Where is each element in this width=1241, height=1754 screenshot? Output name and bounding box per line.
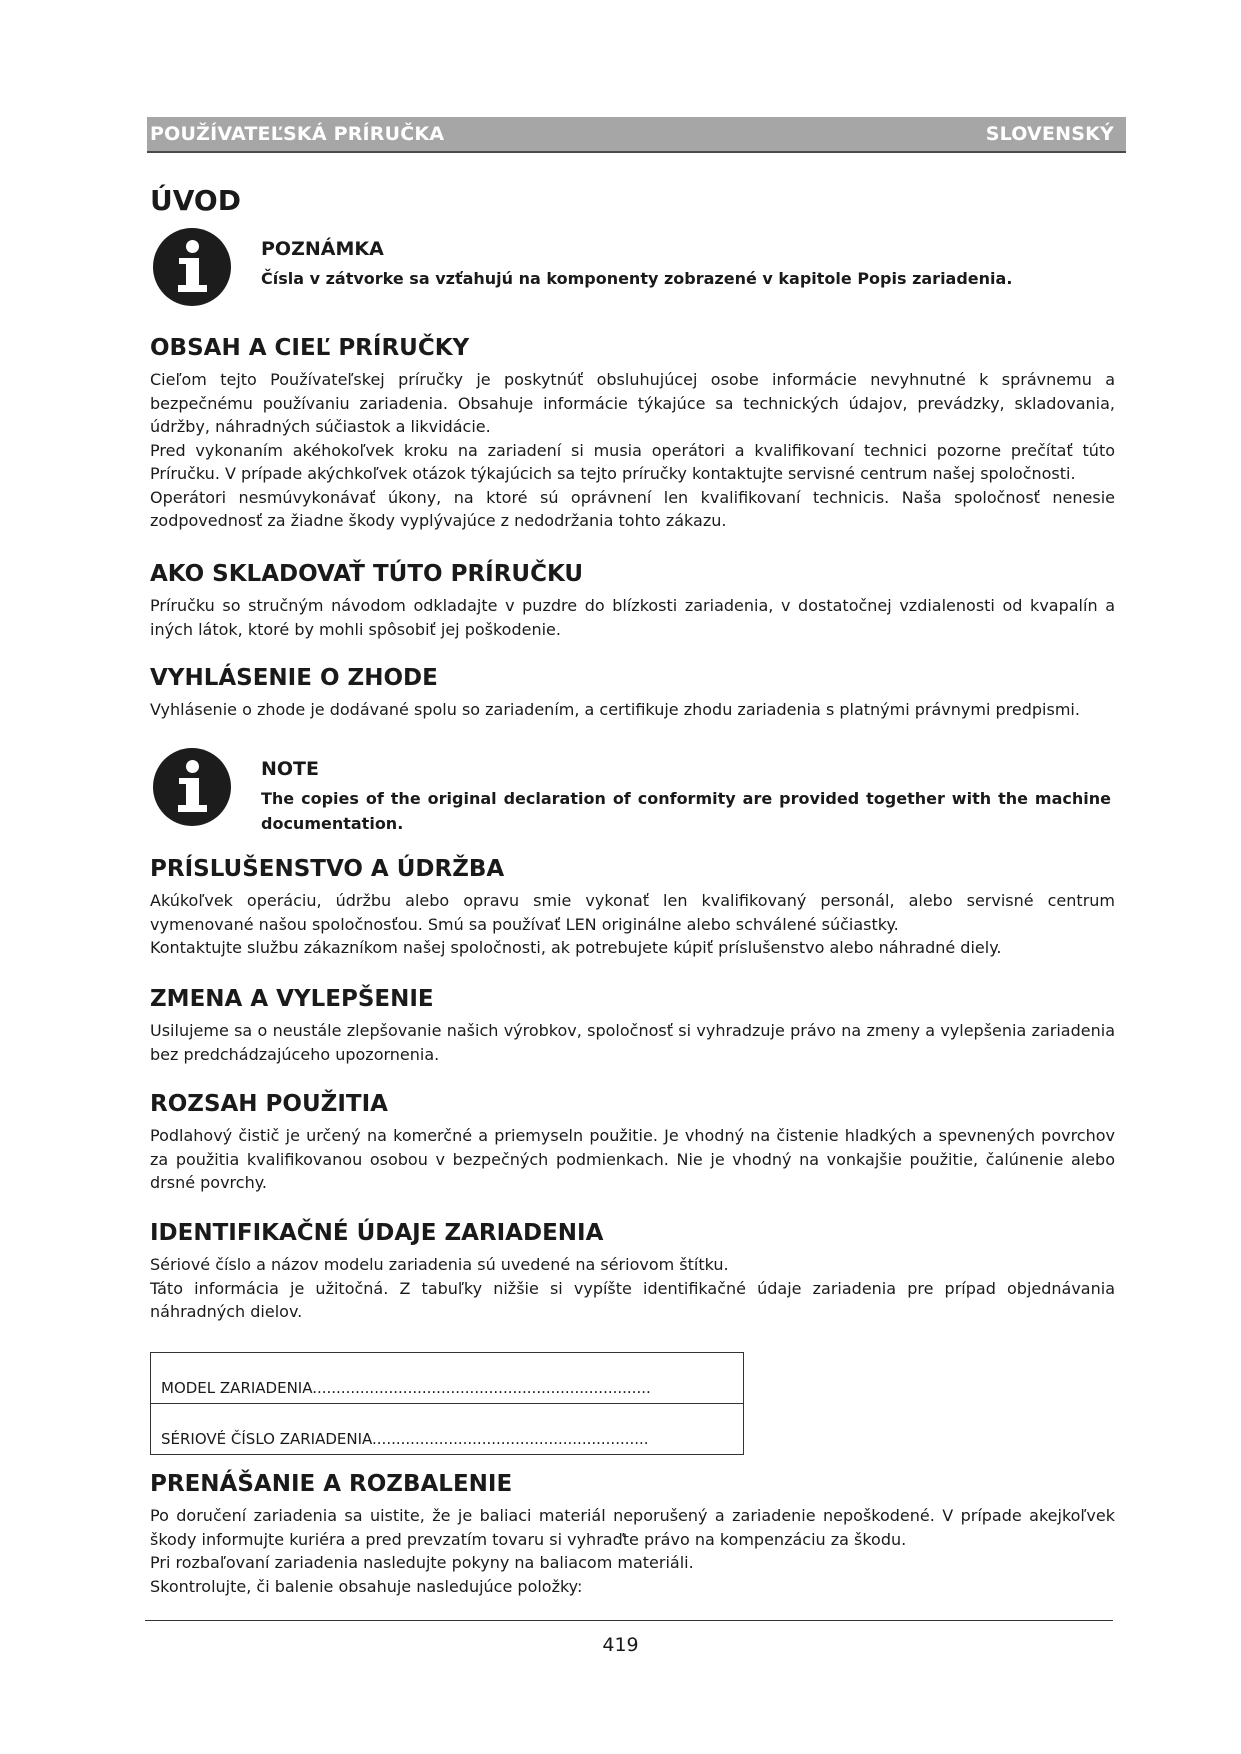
paragraph: Táto informácia je užitočná. Z tabuľky nižšie si vypíšte identifikačné údaje zariadenia pre prípad objednávania náhradných dielov.	[150, 1278, 1115, 1321]
note-text	[261, 758, 1111, 836]
paragraph: Vyhlásenie o zhode je dodávané spolu so zariadením, a certifikuje zhodu zariadenia s platnými právnymi predpismi.	[150, 700, 1080, 719]
paragraph: Skontrolujte, či balenie obsahuje nasledujúce položky:	[150, 1576, 583, 1596]
section-identification	[150, 1219, 1115, 1324]
section-heading: PRÍSLUŠENSTVO A ÚDRŽBA	[150, 856, 505, 882]
header-title: POUŽÍVATEĽSKÁ PRÍRUČKA	[150, 123, 445, 145]
paragraph: Kontaktujte službu zákazníkom našej spoločnosti, ak potrebujete kúpiť príslušenstvo alebo náhradné diely.	[150, 938, 1002, 957]
info-icon	[153, 228, 231, 306]
footer-divider	[145, 1620, 1113, 1621]
section-heading: OBSAH A CIEĽ PRÍRUČKY	[150, 335, 470, 361]
paragraph: Podlahový čistič je určený na komerčné a priemyseln použitie. Je vhodný na čistenie hladkých a spevnených povrchov za použitia kvalifikovanou osobou v bezpečných podmienkach. Nie je vhodný na vonkajšie použitie, čalúnenie alebo drsné povrchy.	[150, 1126, 1115, 1192]
paragraph: Pri rozbaľovaní zariadenia nasledujte pokyny na baliacom materiáli.	[150, 1553, 694, 1572]
note-body: Čísla v zátvorke sa vzťahujú na komponenty zobrazené v kapitole Popis zariadenia.	[261, 269, 1013, 288]
section-accessories	[150, 855, 1115, 960]
paragraph: Usilujeme sa o neustále zlepšovanie našich výrobkov, spoločnosť si vyhradzuje právo na zmeny a vylepšenia zariadenia bez predchádzajúceho upozornenia.	[150, 1021, 1115, 1064]
info-icon	[153, 748, 231, 826]
table-row	[151, 1404, 744, 1455]
section-heading: AKO SKLADOVAŤ TÚTO PRÍRUČKU	[150, 561, 584, 587]
note-title: POZNÁMKA	[261, 238, 384, 260]
paragraph: Príručku so stručným návodom odkladajte v puzdre do blízkosti zariadenia, v dostatočnej vzdialenosti od kvapalín a iných látok, ktoré by mohli spôsobiť jej poškodenie.	[150, 596, 1115, 639]
note-title: NOTE	[261, 758, 319, 780]
paragraph: Sériové číslo a názov modelu zariadenia sú uvedené na sériovom štítku.	[150, 1255, 729, 1274]
paragraph: Po doručení zariadenia sa uistite, že je baliaci materiál neporušený a zariadenie nepoškodené. V prípade akejkoľvek škody informujte kuriéra a pred prevzatím tovaru si vyhraďte právo na kompenzáciu za škodu.	[150, 1506, 1115, 1549]
note-box	[153, 748, 1113, 833]
paragraph: Akúkoľvek operáciu, údržbu alebo opravu smie vykonať len kvalifikovaný personál, alebo servisné centrum vymenované našou spoločnosťou. Smú sa používať LEN originálne alebo schválené súčiastky.	[150, 891, 1115, 934]
paragraph: Pred vykonaním akéhokoľvek kroku na zariadení si musia operátori a kvalifikovaní technici pozorne prečítať túto Príručku. V prípade akýchkoľvek otázok týkajúcich sa tejto príručky kontaktujte servisné centrum našej spoločnosti.	[150, 440, 1115, 483]
page-number: 419	[602, 1634, 639, 1656]
section-storage	[150, 560, 1115, 641]
serial-field: SÉRIOVÉ ČÍSLO ZARIADENIA..........................................................	[151, 1404, 744, 1455]
header-bar	[147, 117, 1126, 153]
identification-table	[150, 1352, 744, 1455]
note-body: The copies of the original declaration of conformity are provided together with the machine documentation.	[261, 789, 1111, 833]
section-conformity	[150, 664, 1115, 722]
note-text	[261, 238, 1111, 291]
page-title: ÚVOD	[150, 184, 241, 217]
section-transport	[150, 1470, 1115, 1598]
paragraph: Cieľom tejto Používateľskej príručky je poskytnúť obsluhujúcej osobe informácie nevyhnutné k správnemu a bezpečnému používaniu zariadenia. Obsahuje informácie týkajúce sa technických údajov, prevádzky, skladovania, údržby, náhradných súčiastok a likvidácie.	[150, 370, 1115, 436]
section-heading: VYHLÁSENIE O ZHODE	[150, 665, 438, 691]
section-heading: IDENTIFIKAČNÉ ÚDAJE ZARIADENIA	[150, 1220, 604, 1246]
table-row	[151, 1353, 744, 1404]
section-scope	[150, 1090, 1115, 1195]
model-field: MODEL ZARIADENIA.......................................................................	[151, 1353, 744, 1404]
section-heading: ZMENA A VYLEPŠENIE	[150, 986, 434, 1012]
header-language: SLOVENSKÝ	[985, 123, 1114, 145]
section-purpose	[150, 334, 1115, 533]
paragraph: Operátori nesmúvykonávať úkony, na ktoré sú oprávnení len kvalifikovaní technicis. Naša spoločnosť nenesie zodpovednosť za žiadne škody vyplývajúce z nedodržania tohto zákazu.	[150, 487, 1115, 530]
section-heading: PRENÁŠANIE A ROZBALENIE	[150, 1471, 513, 1497]
section-heading: ROZSAH POUŽITIA	[150, 1091, 388, 1117]
section-changes	[150, 985, 1115, 1066]
note-box	[153, 228, 1113, 308]
